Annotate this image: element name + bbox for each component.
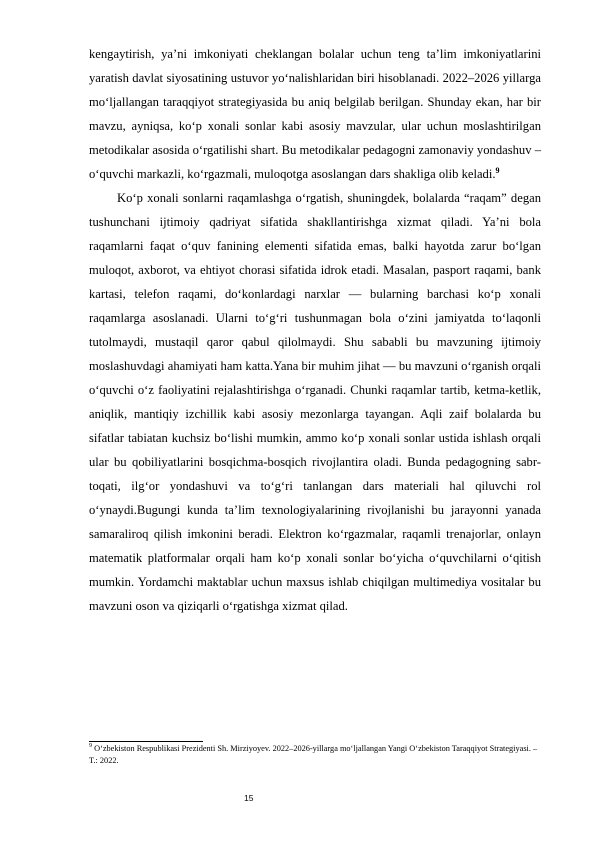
footnote-marker: 9: [89, 743, 92, 750]
body-text: [89, 42, 541, 618]
paragraph-2: [89, 186, 541, 618]
footnote-text: O‘zbekiston Respublikasi Prezidenti Sh. Mirziyoyev. 2022–2026-yillarga mo‘ljallangan Yangi O‘zbekiston Taraqqiyot Strategiyasi. – T.: 2022.: [89, 744, 538, 765]
footnote: [89, 743, 541, 767]
page-number: 15: [244, 793, 254, 803]
paragraph-1: [89, 42, 541, 186]
paragraph-2-text: Ko‘p xonali sonlarni raqamlashga o‘rgatish, shuningdek, bolalarda “raqam” degan tushunchani ijtimoiy qadriyat sifatida shakllantirishga xizmat qiladi. Ya’ni bola raqamlarni faqat o‘quv fanining elementi sifatida emas, balki hayotda zarur bo‘lgan muloqot, axborot, va ehtiyot chorasi sifatida idrok etadi. Masalan, pasport raqami, bank kartasi, telefon raqami, do‘konlardagi narxlar — bularning barchasi ko‘p xonali raqamlarga asoslanadi. Ularni to‘g‘ri tushunmagan bola o‘zini jamiyatda to‘laqonli tutolmaydi, mustaqil qaror qabul qilolmaydi. Shu sababli bu mavzuning ijtimoiy moslashuvdagi ahamiyati ham katta.Yana bir muhim jihat — bu mavzuni o‘rganish orqali o‘quvchi o‘z faoliyatini rejalashtirishga o‘rganadi. Chunki raqamlar tartib, ketma-ketlik, aniqlik, mantiqiy izchillik kabi asosiy mezonlarga tayangan. Aqli zaif bolalarda bu sifatlar tabiatan kuchsiz bo‘lishi mumkin, ammo ko‘p xonali sonlar ustida ishlash orqali ular bu qobiliyatlarini bosqichma-bosqich rivojlantira oladi. Bunda pedagogning sabr-toqati, ilg‘or yondashuvi va to‘g‘ri tanlangan dars materiali hal qiluvchi rol o‘ynaydi.Bugungi kunda ta’lim texnologiyalarining rivojlanishi bu jarayonni yanada samaraliroq qilish imkonini beradi. Elektron ko‘rgazmalar, raqamli trenajorlar, onlayn matematik platformalar orqali ham ko‘p xonali sonlar bo‘yicha o‘quvchilarni o‘qitish mumkin. Yordamchi maktablar uchun maxsus ishlab chiqilgan multimediya vositalar bu mavzuni oson va qiziqarli o‘rgatishga xizmat qilad.: [89, 191, 541, 613]
paragraph-1-text: kengaytirish, ya’ni imkoniyati cheklangan bolalar uchun teng ta’lim imkoniyatlarini yaratish davlat siyosatining ustuvor yo‘nalishlaridan biri hisoblanadi. 2022–2026 yillarga mo‘ljallangan taraqqiyot strategiyasida bu aniq belgilab berilgan. Shunday ekan, har bir mavzu, ayniqsa, ko‘p xonali sonlar kabi asosiy mavzular, ular uchun moslashtirilgan metodikalar asosida o‘rgatilishi shart. Bu metodikalar pedagogni zamonaviy yondashuv – o‘quvchi markazli, ko‘rgazmali, muloqotga asoslangan dars shakliga olib keladi.: [89, 47, 541, 181]
footnote-reference[interactable]: 9: [495, 165, 500, 175]
footnote-separator: [89, 741, 203, 742]
